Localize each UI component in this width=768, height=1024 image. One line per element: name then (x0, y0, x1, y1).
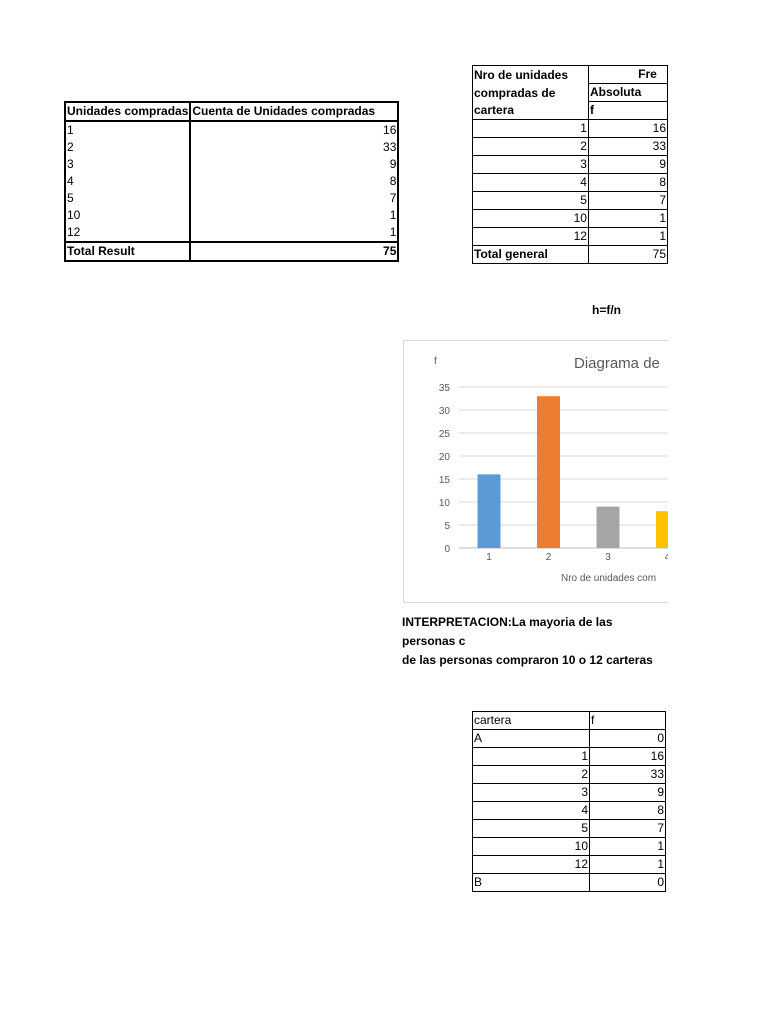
table-row (473, 802, 666, 820)
interpretation-line-1: INTERPRETACION:La mayoria de las personas c (402, 615, 613, 648)
cell[interactable]: 8 (190, 173, 398, 190)
cell[interactable]: 2 (473, 766, 590, 784)
bar (656, 511, 668, 548)
header-cell[interactable]: Absoluta (588, 84, 667, 102)
table-row (65, 139, 398, 156)
table-row (65, 190, 398, 207)
y-axis-label: f (434, 356, 437, 367)
header-cell[interactable]: f (588, 102, 667, 120)
cell[interactable]: 1 (190, 224, 398, 242)
y-tick-label: 0 (444, 544, 450, 555)
table-header-row (65, 102, 398, 121)
cell[interactable]: 1 (588, 210, 667, 228)
table-row (473, 192, 668, 210)
table-row (473, 138, 668, 156)
table-row (473, 120, 668, 138)
cell[interactable]: 1 (590, 838, 666, 856)
y-tick-label: 30 (438, 406, 450, 417)
cell[interactable]: 1 (190, 207, 398, 224)
x-tick-label: 4 (664, 552, 671, 563)
cell[interactable]: 7 (588, 192, 667, 210)
cell[interactable]: 5 (473, 192, 589, 210)
bar (537, 396, 560, 548)
cell[interactable]: 16 (190, 121, 398, 139)
table-row (473, 838, 666, 856)
cell[interactable]: 16 (588, 120, 667, 138)
cell[interactable]: 2 (65, 139, 190, 156)
table-row (65, 156, 398, 173)
x-axis-label: Nro de unidades com (561, 573, 657, 584)
cell[interactable]: 0 (590, 874, 666, 892)
header-cell[interactable]: f (590, 712, 666, 730)
cell[interactable]: 5 (65, 190, 190, 207)
table-row (65, 207, 398, 224)
y-tick-label: 35 (438, 383, 450, 394)
cell[interactable]: 1 (588, 228, 667, 246)
total-value[interactable]: 75 (588, 246, 667, 264)
table-row (473, 156, 668, 174)
cell[interactable]: 10 (473, 838, 590, 856)
pivot-table (64, 101, 399, 262)
cell[interactable]: 1 (473, 120, 589, 138)
bar (597, 507, 620, 548)
total-label[interactable]: Total general (473, 246, 589, 264)
table-header-row (473, 66, 668, 84)
table-row (65, 173, 398, 190)
chart-title: Diagrama de (574, 355, 660, 372)
header-cell[interactable]: Unidades compradas (65, 102, 190, 121)
bar-chart[interactable] (403, 340, 671, 603)
table-row (473, 874, 666, 892)
cell[interactable]: 9 (590, 784, 666, 802)
cell[interactable]: B (473, 874, 590, 892)
total-row (65, 242, 398, 261)
header-cell[interactable]: Nro de unidades (473, 66, 589, 84)
cell[interactable]: 33 (588, 138, 667, 156)
total-value[interactable]: 75 (190, 242, 398, 261)
cell[interactable]: 16 (590, 748, 666, 766)
total-row (473, 246, 668, 264)
table-row (473, 856, 666, 874)
y-tick-label: 5 (444, 521, 450, 532)
cell[interactable]: 7 (590, 820, 666, 838)
table-row (473, 174, 668, 192)
cell[interactable]: 8 (590, 802, 666, 820)
formula-label[interactable]: h=f/n (592, 303, 621, 317)
cell[interactable]: 1 (65, 121, 190, 139)
table-row (473, 228, 668, 246)
cell[interactable]: 4 (65, 173, 190, 190)
table-row (473, 210, 668, 228)
frequency-table (472, 65, 668, 264)
header-cell[interactable]: compradas de (473, 84, 589, 102)
cell[interactable]: 3 (473, 784, 590, 802)
cell[interactable]: 4 (473, 802, 590, 820)
table-row (473, 784, 666, 802)
cell[interactable]: 12 (473, 228, 589, 246)
table-header-row (473, 712, 666, 730)
y-tick-label: 10 (438, 498, 450, 509)
cell[interactable]: 2 (473, 138, 589, 156)
bar (478, 474, 501, 548)
table-row (473, 820, 666, 838)
cell[interactable]: 8 (588, 174, 667, 192)
cell[interactable]: 1 (590, 856, 666, 874)
interpretation-text[interactable] (402, 613, 668, 670)
cell[interactable]: 4 (473, 174, 589, 192)
table-row (473, 730, 666, 748)
y-tick-label: 15 (438, 475, 450, 486)
header-cell[interactable]: Fre (588, 66, 667, 84)
extended-frequency-table (472, 711, 666, 892)
table-header-row (473, 102, 668, 120)
x-tick-label: 1 (486, 552, 492, 563)
cell[interactable]: 9 (588, 156, 667, 174)
y-tick-label: 25 (438, 429, 450, 440)
header-cell[interactable]: cartera (473, 102, 589, 120)
cell[interactable]: 12 (473, 856, 590, 874)
total-label[interactable]: Total Result (65, 242, 190, 261)
cell[interactable]: 0 (590, 730, 666, 748)
cell[interactable]: 10 (65, 207, 190, 224)
cell[interactable]: 5 (473, 820, 590, 838)
table-header-row (473, 84, 668, 102)
cell[interactable]: 7 (190, 190, 398, 207)
y-tick-label: 20 (438, 452, 450, 463)
cell[interactable]: 33 (190, 139, 398, 156)
header-cell[interactable]: cartera (473, 712, 590, 730)
table-row (473, 766, 666, 784)
chart-canvas (404, 341, 671, 602)
cell[interactable]: 12 (65, 224, 190, 242)
table-row (65, 224, 398, 242)
x-tick-label: 3 (605, 552, 611, 563)
x-tick-label: 2 (545, 552, 552, 563)
cell[interactable]: 9 (190, 156, 398, 173)
cell[interactable]: 10 (473, 210, 589, 228)
cell[interactable]: 3 (473, 156, 589, 174)
cell[interactable]: 3 (65, 156, 190, 173)
cell[interactable]: A (473, 730, 590, 748)
cell[interactable]: 1 (473, 748, 590, 766)
cell[interactable]: 33 (590, 766, 666, 784)
header-cell[interactable]: Cuenta de Unidades compradas (190, 102, 398, 121)
table-row (65, 121, 398, 139)
interpretation-line-2: de las personas compraron 10 o 12 carteras (402, 653, 653, 667)
table-row (473, 748, 666, 766)
